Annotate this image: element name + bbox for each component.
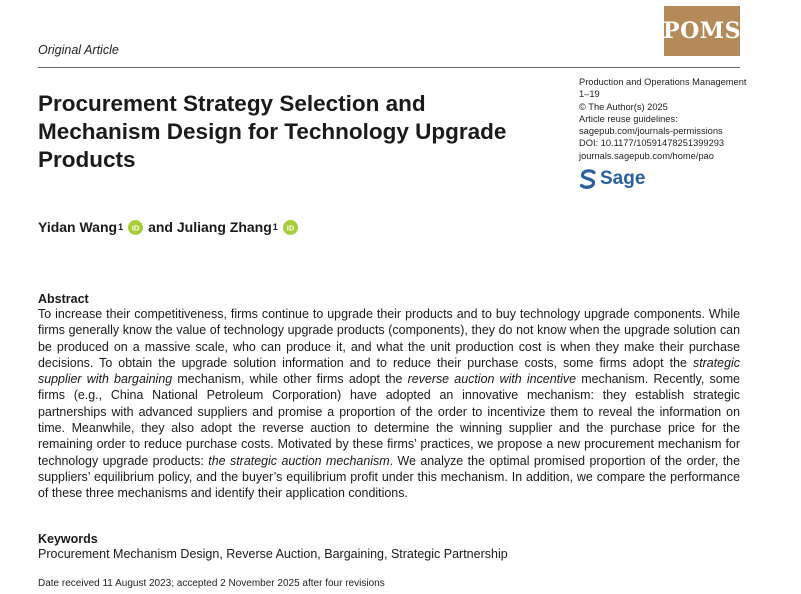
author-name[interactable]: Juliang Zhang: [176, 219, 272, 235]
orcid-icon[interactable]: [283, 220, 298, 235]
doi-link[interactable]: DOI: 10.1177/10591478251399293: [579, 138, 725, 149]
header-divider: [38, 67, 740, 68]
author-name[interactable]: Yidan Wang: [38, 219, 118, 235]
page-range: 1–19: [579, 89, 600, 100]
abstract-emphasis: the strategic auction mechanism: [208, 453, 390, 468]
abstract-heading: Abstract: [38, 292, 89, 306]
abstract-section: [38, 292, 740, 502]
journal-name: Production and Operations Management: [579, 77, 747, 87]
author-list: [38, 219, 303, 235]
author-connector: and: [148, 219, 173, 235]
abstract-emphasis: reverse auction with incentive: [407, 372, 576, 387]
copyright-notice: © The Author(s) 2025: [579, 101, 668, 112]
publisher-logo[interactable]: [579, 168, 645, 190]
journal-logo-text: POMS: [663, 18, 741, 44]
svg-text:iD: iD: [286, 223, 295, 232]
abstract-text-part: mechanism, while other firms adopt the: [177, 372, 403, 387]
journal-link[interactable]: journals.sagepub.com/home/pao: [579, 150, 714, 161]
reuse-label: Article reuse guidelines:: [579, 113, 678, 124]
abstract-text-part: . We analyze the optimal promised proportion of the order, the suppliers’ equilibrium policy, and the buyer’s equilibrium profit under this mechanism. In addition, we compare the performance of these three mechanisms and identify their application conditions.: [38, 453, 741, 501]
keywords-section: [38, 532, 740, 562]
publisher-name: Sage: [600, 168, 646, 189]
submission-dates: Date received 11 August 2023; accepted 2 November 2025 after four revisions: [38, 578, 385, 589]
svg-text:iD: iD: [131, 223, 140, 232]
article-metadata: [579, 76, 746, 162]
keywords-text: Procurement Mechanism Design, Reverse Auction, Bargaining, Strategic Partnership: [38, 547, 508, 561]
reuse-link[interactable]: sagepub.com/journals-permissions: [579, 126, 723, 137]
abstract-text-part: To increase their competitiveness, firms continue to upgrade their products and to buy technology upgrade components. While firms generally know the value of technology upgrade products (components), they do not know when the upgrade solution can be produced on a massive scale, who can produce it, and what the unit production cost is when they make their purchase decisions. To obtain the upgrade solution information and to reduce their purchase costs, some firms adopt the: [38, 307, 740, 370]
article-type-label: Original Article: [38, 43, 119, 57]
abstract-emphasis: strategic supplier with bargaining: [38, 355, 740, 387]
sage-s-icon: [579, 169, 597, 189]
abstract-text: [38, 306, 740, 502]
abstract-text-part: mechanism. Recently, some firms (e.g., China National Petroleum Corporation) have adopted an innovative mechanism: they establish strategic partnerships with advanced suppliers and promise a proportion of the order to incentivize them to reveal the information on time. Meanwhile, they also adopt the reverse auction to determine the winning supplier and the purchase price for the remaining order to reduce purchase costs. Motivated by these firms’ practices, we propose a new procurement mechanism for technology upgrade products:: [38, 372, 740, 468]
author-affiliation: 1: [118, 222, 124, 232]
keywords-heading: Keywords: [38, 532, 98, 546]
orcid-icon[interactable]: [128, 220, 143, 235]
author-affiliation: 1: [272, 222, 278, 232]
journal-logo[interactable]: [664, 6, 740, 56]
article-title: Procurement Strategy Selection and Mechanism Design for Technology Upgrade Products: [38, 91, 507, 172]
